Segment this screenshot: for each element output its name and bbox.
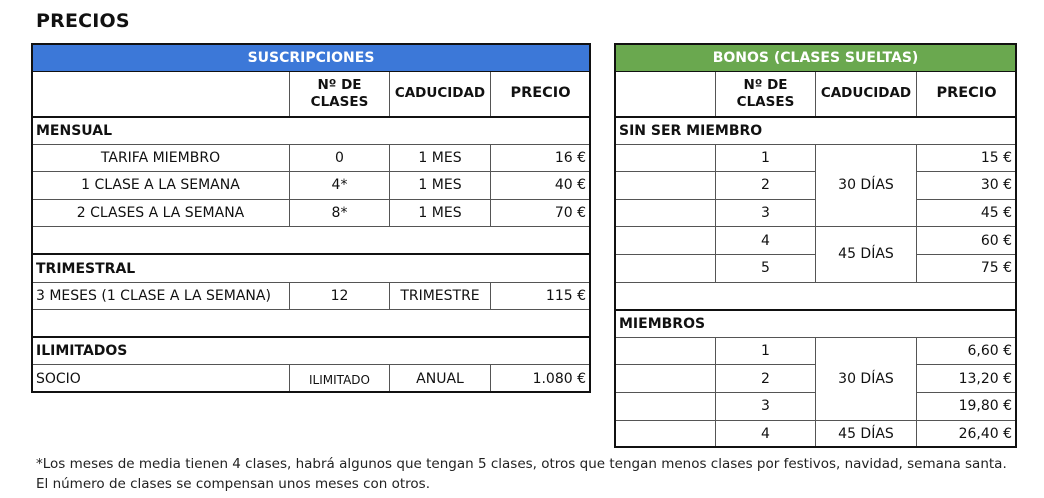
table-row <box>32 282 591 310</box>
row-precio: 60 € <box>917 227 1017 255</box>
section-ilimitados: ILIMITADOS <box>32 337 591 365</box>
col-header-blank <box>32 72 290 117</box>
row-clases: 8* <box>290 199 390 227</box>
section-miembros: MIEMBROS <box>615 310 1017 338</box>
row-precio: 30 € <box>917 172 1017 200</box>
row-clases: 0 <box>290 144 390 172</box>
table-row <box>32 365 591 393</box>
row-precio: 15 € <box>917 144 1017 172</box>
row-blank <box>615 254 716 282</box>
col-header-clases: Nº DE CLASES <box>290 72 390 117</box>
bonos-header: BONOS (CLASES SUELTAS) <box>615 44 1017 72</box>
subscriptions-header: SUSCRIPCIONES <box>32 44 591 72</box>
row-name: TARIFA MIEMBRO <box>32 144 290 172</box>
row-caducidad: TRIMESTRE <box>390 282 491 310</box>
row-caducidad: 45 DÍAS <box>816 420 917 448</box>
row-caducidad: 1 MES <box>390 144 491 172</box>
row-clases: ILIMITADO <box>290 365 390 393</box>
row-name: 3 MESES (1 CLASE A LA SEMANA) <box>32 282 290 310</box>
row-blank <box>615 227 716 255</box>
row-clases: 4* <box>290 172 390 200</box>
footnote: *Los meses de media tienen 4 clases, habrá algunos que tengan 5 clases, otros que tengan menos clases por festivos, navidad, semana santa. El número de clases se compensan unos meses con otros. <box>36 456 1007 492</box>
row-precio: 75 € <box>917 254 1017 282</box>
row-clases: 1 <box>716 337 816 365</box>
row-precio: 70 € <box>491 199 591 227</box>
row-precio: 40 € <box>491 172 591 200</box>
row-precio: 6,60 € <box>917 337 1017 365</box>
table-row <box>32 144 591 172</box>
row-clases: 5 <box>716 254 816 282</box>
col-header-clases: Nº DE CLASES <box>716 72 816 117</box>
row-clases: 3 <box>716 199 816 227</box>
col-header-precio: PRECIO <box>917 72 1017 117</box>
spacer-row <box>32 310 591 338</box>
col-header-caducidad: CADUCIDAD <box>390 72 491 117</box>
row-blank <box>615 144 716 172</box>
table-row <box>615 144 1017 172</box>
section-trimestral: TRIMESTRAL <box>32 254 591 282</box>
row-clases: 2 <box>716 365 816 393</box>
row-precio: 16 € <box>491 144 591 172</box>
row-precio: 13,20 € <box>917 365 1017 393</box>
row-clases: 3 <box>716 392 816 420</box>
row-precio: 19,80 € <box>917 392 1017 420</box>
row-clases: 12 <box>290 282 390 310</box>
table-row <box>32 199 591 227</box>
row-caducidad: 1 MES <box>390 172 491 200</box>
col-header-blank <box>615 72 716 117</box>
col-header-precio: PRECIO <box>491 72 591 117</box>
row-precio: 45 € <box>917 199 1017 227</box>
table-row <box>32 172 591 200</box>
row-precio: 1.080 € <box>491 365 591 393</box>
page-title: PRECIOS <box>36 10 130 32</box>
col-header-caducidad: CADUCIDAD <box>816 72 917 117</box>
row-clases: 4 <box>716 227 816 255</box>
row-precio: 26,40 € <box>917 420 1017 448</box>
row-caducidad: 1 MES <box>390 199 491 227</box>
table-row <box>615 420 1017 448</box>
row-caducidad: 45 DÍAS <box>816 227 917 282</box>
row-blank <box>615 199 716 227</box>
row-caducidad: 30 DÍAS <box>816 144 917 227</box>
row-clases: 2 <box>716 172 816 200</box>
row-caducidad: ANUAL <box>390 365 491 393</box>
table-row <box>615 337 1017 365</box>
table-row <box>615 227 1017 255</box>
row-blank <box>615 337 716 365</box>
row-name: 1 CLASE A LA SEMANA <box>32 172 290 200</box>
row-name: 2 CLASES A LA SEMANA <box>32 199 290 227</box>
row-name: SOCIO <box>32 365 290 393</box>
row-blank <box>615 392 716 420</box>
section-mensual: MENSUAL <box>32 117 591 145</box>
subscriptions-table <box>31 43 591 393</box>
bonos-table <box>614 43 1017 448</box>
row-blank <box>615 172 716 200</box>
spacer-row <box>32 227 591 255</box>
row-clases: 1 <box>716 144 816 172</box>
row-blank <box>615 365 716 393</box>
spacer-row <box>615 282 1017 310</box>
row-precio: 115 € <box>491 282 591 310</box>
row-blank <box>615 420 716 448</box>
row-clases: 4 <box>716 420 816 448</box>
section-sin-miembro: SIN SER MIEMBRO <box>615 117 1017 145</box>
row-caducidad: 30 DÍAS <box>816 337 917 420</box>
